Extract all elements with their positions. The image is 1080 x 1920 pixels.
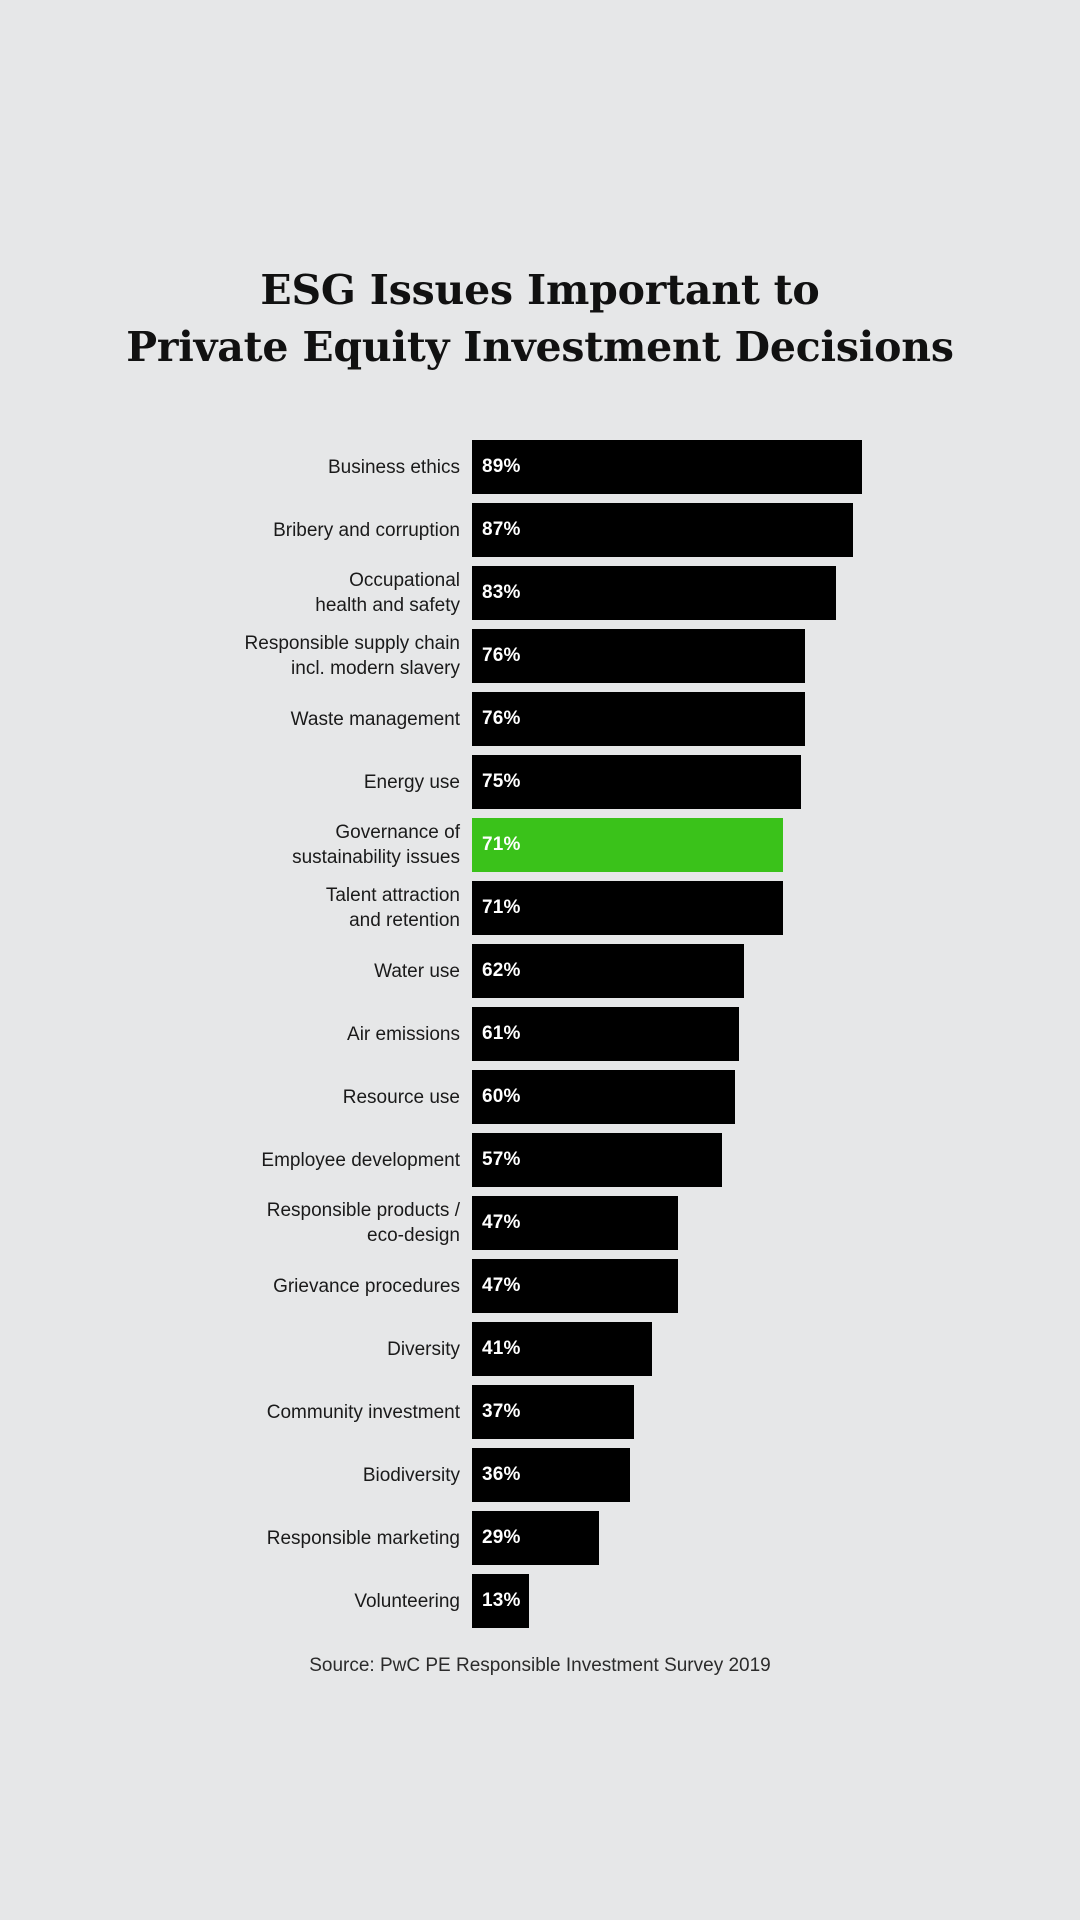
bar-row bbox=[0, 503, 1080, 557]
bar-row-label bbox=[0, 818, 472, 872]
bar-row-label-line: Employee development bbox=[261, 1149, 460, 1171]
bar-row bbox=[0, 1070, 1080, 1124]
bar-track bbox=[472, 944, 1080, 998]
bar-track bbox=[472, 440, 1080, 494]
bar-row-label bbox=[0, 1448, 472, 1502]
bar-row bbox=[0, 1322, 1080, 1376]
bar bbox=[472, 1007, 739, 1061]
bar bbox=[472, 566, 836, 620]
bar-value-label: 76% bbox=[482, 708, 521, 729]
bar-value-label: 29% bbox=[482, 1527, 521, 1548]
bar-row-label bbox=[0, 1574, 472, 1628]
bar-value-label: 62% bbox=[482, 960, 521, 981]
bar-track bbox=[472, 1511, 1080, 1565]
bar-value-label: 83% bbox=[482, 582, 521, 603]
bar-row-label bbox=[0, 944, 472, 998]
bar bbox=[472, 1196, 678, 1250]
bar-row-label-line: and retention bbox=[349, 910, 460, 931]
bar-row-label-line: Talent attraction bbox=[325, 885, 460, 906]
bar-row bbox=[0, 629, 1080, 683]
bar-value-label: 87% bbox=[482, 519, 521, 540]
bar-row-label bbox=[0, 629, 472, 683]
bar-row bbox=[0, 1448, 1080, 1502]
bar-row-label-line: Responsible marketing bbox=[266, 1527, 460, 1549]
bar-row-label-line: incl. modern slavery bbox=[291, 658, 460, 679]
bar-row bbox=[0, 944, 1080, 998]
bar bbox=[472, 1511, 599, 1565]
bar-track bbox=[472, 1574, 1080, 1628]
bar-row-label bbox=[0, 1133, 472, 1187]
bar-row-label-line: Air emissions bbox=[347, 1023, 460, 1045]
bar bbox=[472, 1448, 630, 1502]
bar-track bbox=[472, 566, 1080, 620]
bar-row-label bbox=[0, 440, 472, 494]
bar-chart bbox=[0, 440, 1080, 1637]
bar-value-label: 60% bbox=[482, 1086, 521, 1107]
bar-track bbox=[472, 1259, 1080, 1313]
bar-row-label-line: health and safety bbox=[315, 595, 460, 616]
bar-row-label-line: Biodiversity bbox=[362, 1464, 460, 1486]
bar-value-label: 71% bbox=[482, 834, 521, 855]
bar-row bbox=[0, 818, 1080, 872]
bar-row-label bbox=[0, 1385, 472, 1439]
bar-row-label bbox=[0, 1322, 472, 1376]
bar-row-label bbox=[0, 881, 472, 935]
bar-value-label: 76% bbox=[482, 645, 521, 666]
bar-value-label: 36% bbox=[482, 1464, 521, 1485]
title-line-2: Private Equity Investment Decisions bbox=[126, 323, 954, 371]
bar-track bbox=[472, 1196, 1080, 1250]
bar-track bbox=[472, 503, 1080, 557]
bar-row-label bbox=[0, 1259, 472, 1313]
bar-row-label-line: Water use bbox=[374, 960, 460, 982]
bar bbox=[472, 440, 862, 494]
bar bbox=[472, 755, 801, 809]
bar-row bbox=[0, 1385, 1080, 1439]
bar-track bbox=[472, 1133, 1080, 1187]
bar-row bbox=[0, 1007, 1080, 1061]
bar-row-label bbox=[0, 692, 472, 746]
bar-track bbox=[472, 818, 1080, 872]
bar-row bbox=[0, 755, 1080, 809]
bar-row-label-line: Volunteering bbox=[354, 1590, 460, 1612]
bar-row-label-line: Governance of bbox=[335, 822, 460, 843]
bar-row-label bbox=[0, 755, 472, 809]
title-line-1: ESG Issues Important to bbox=[260, 266, 820, 314]
bar-row bbox=[0, 692, 1080, 746]
bar-row-label bbox=[0, 1007, 472, 1061]
bar-value-label: 13% bbox=[482, 1590, 521, 1611]
bar-row bbox=[0, 1196, 1080, 1250]
bar-row-label bbox=[0, 1070, 472, 1124]
bar-row-label-line: Responsible products / bbox=[266, 1200, 460, 1221]
bar bbox=[472, 944, 744, 998]
bar bbox=[472, 1574, 529, 1628]
bar bbox=[472, 881, 783, 935]
bar-track bbox=[472, 692, 1080, 746]
bar-row bbox=[0, 566, 1080, 620]
bar-row-label-line: Occupational bbox=[349, 570, 460, 591]
bar-row-label bbox=[0, 566, 472, 620]
bar-row-label-line: Responsible supply chain bbox=[244, 633, 460, 654]
bar-track bbox=[472, 1448, 1080, 1502]
bar-track bbox=[472, 629, 1080, 683]
bar bbox=[472, 1385, 634, 1439]
bar-row bbox=[0, 881, 1080, 935]
bar-track bbox=[472, 1385, 1080, 1439]
bar-row-label-line: Diversity bbox=[387, 1338, 460, 1360]
bar-row-label-line: Resource use bbox=[342, 1086, 460, 1108]
bar-highlighted bbox=[472, 818, 783, 872]
bar-row-label-line: Grievance procedures bbox=[273, 1275, 460, 1297]
bar-row-label-line: Business ethics bbox=[327, 456, 460, 478]
bar-row-label-line: eco-design bbox=[367, 1225, 460, 1246]
bar-row bbox=[0, 1574, 1080, 1628]
bar-row-label bbox=[0, 1511, 472, 1565]
bar-row-label-line: Energy use bbox=[363, 771, 460, 793]
bar-value-label: 41% bbox=[482, 1338, 521, 1359]
bar bbox=[472, 503, 853, 557]
bar-value-label: 57% bbox=[482, 1149, 521, 1170]
bar-row bbox=[0, 440, 1080, 494]
bar-value-label: 61% bbox=[482, 1023, 521, 1044]
bar-row-label-line: Community investment bbox=[266, 1401, 460, 1423]
bar-value-label: 37% bbox=[482, 1401, 521, 1422]
bar-track bbox=[472, 1070, 1080, 1124]
bar-value-label: 47% bbox=[482, 1275, 521, 1296]
bar bbox=[472, 692, 805, 746]
bar-row-label-line: Bribery and corruption bbox=[273, 519, 460, 541]
bar-track bbox=[472, 1322, 1080, 1376]
bar-row bbox=[0, 1259, 1080, 1313]
bar-row-label bbox=[0, 1196, 472, 1250]
bar bbox=[472, 1322, 652, 1376]
bar bbox=[472, 629, 805, 683]
bar-value-label: 71% bbox=[482, 897, 521, 918]
bar-track bbox=[472, 755, 1080, 809]
source-note: Source: PwC PE Responsible Investment Survey 2019 bbox=[309, 1655, 771, 1676]
bar-row bbox=[0, 1511, 1080, 1565]
bar-row-label bbox=[0, 503, 472, 557]
bar-value-label: 75% bbox=[482, 771, 521, 792]
bar-value-label: 89% bbox=[482, 456, 521, 477]
bar bbox=[472, 1070, 735, 1124]
bar-track bbox=[472, 881, 1080, 935]
bar-row-label-line: sustainability issues bbox=[292, 847, 460, 868]
bar-value-label: 47% bbox=[482, 1212, 521, 1233]
bar-row bbox=[0, 1133, 1080, 1187]
page-title bbox=[0, 262, 1080, 376]
bar bbox=[472, 1133, 722, 1187]
bar-row-label-line: Waste management bbox=[290, 708, 460, 730]
bar bbox=[472, 1259, 678, 1313]
bar-track bbox=[472, 1007, 1080, 1061]
